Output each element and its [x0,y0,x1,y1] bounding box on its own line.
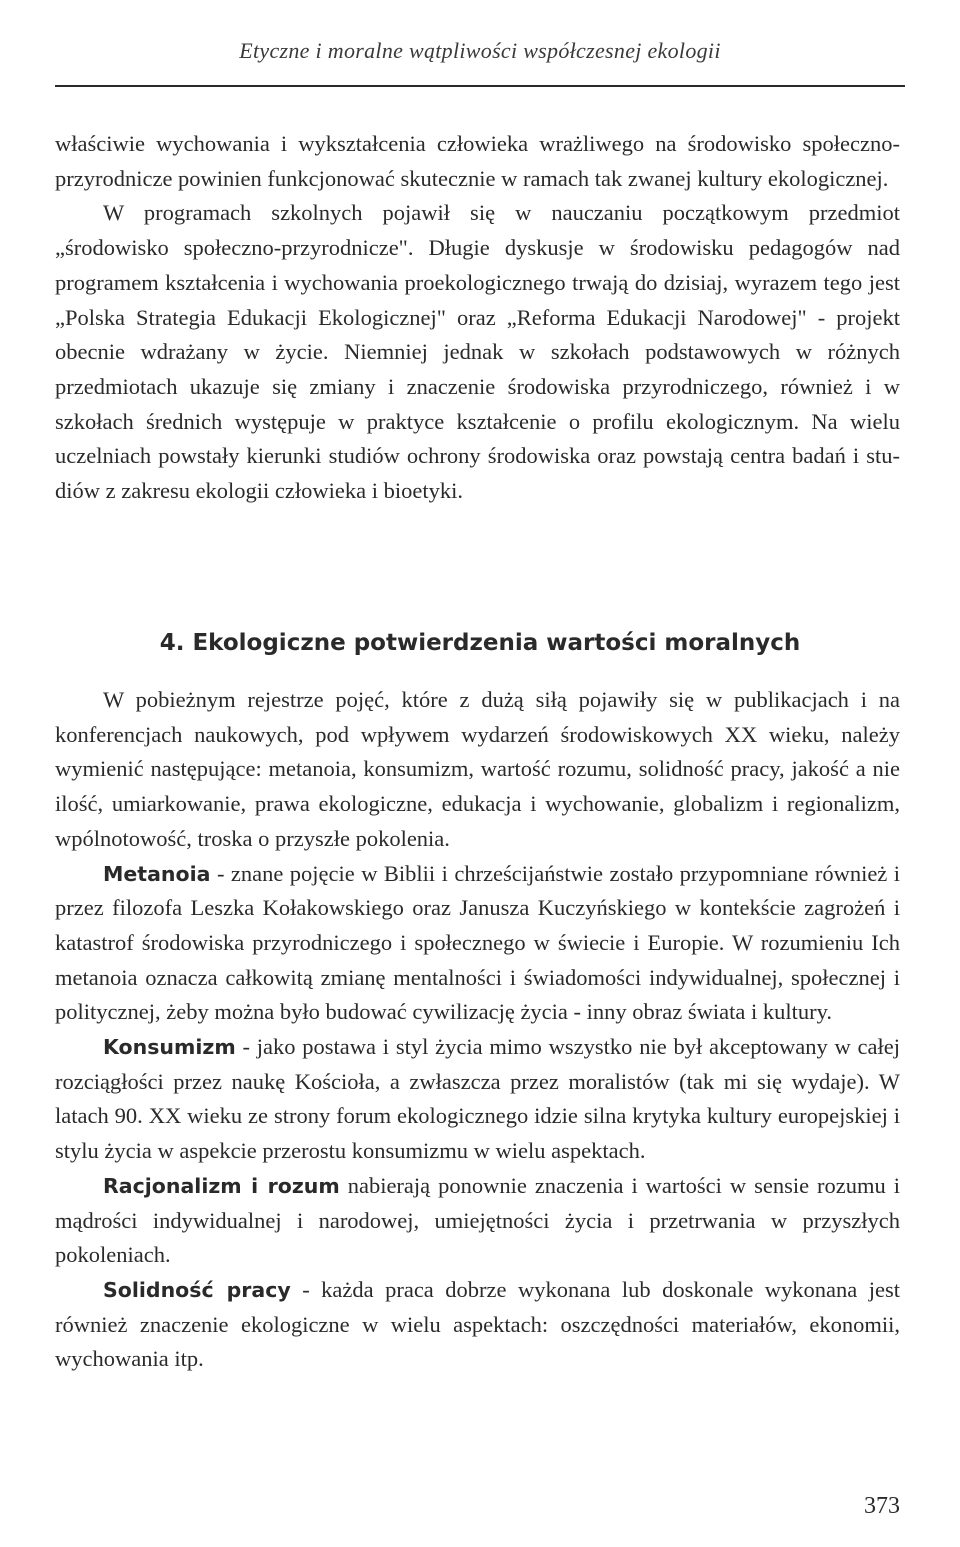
section-heading: 4. Ekologiczne potwierdzenia wartości moralnych [159,630,801,656]
page-number: 373 [864,1493,900,1519]
entry-term: Racjonalizm i rozum [103,1173,340,1198]
entry-konsumizm [55,1030,900,1169]
entry-text: nabierają ponownie znaczenia i wartości w sensie rozumu i mądrości indywidualnej i narodowej, umiejętności życia i przetrwania w przyszłych pokoleniach. [55,1172,900,1268]
continuation-text [55,127,900,509]
header-rule [55,85,905,87]
entry-racjonalizm [55,1169,900,1273]
entry-term: Konsumizm [103,1035,236,1060]
paragraph-school-programs: W programach szkolnych pojawił się w nauczaniu początkowym przedmiot „środowisko społeczno-przyrodnicze". Długie dyskusje w środowisku pedagogów nad programem kształcenia i wychowania proekologicznego trwają do dzisiaj, wyrazem tego jest „Polska Strategia Edukacji Ekologicznej" oraz „Reforma Edukacji Narodowej" - projekt obecnie wdrażany w życie. Niemniej jednak w szkołach podstawowych w różnych przedmiotach ukazuje się zmiany i znaczenie środowiska przyrodniczego, również i w szkołach średnich występuje w praktyce kształcenie o profilu ekologicznym. Na wielu uczelniach powstały kierunki studiów ochrony środowiska oraz powstają centra badań i studiów z zakresu ekologii człowieka i bioetyki. [55,200,900,504]
entry-text: - każda praca dobrze wykonana lub doskonale wykonana jest również znaczenie ekologiczne w wielu aspektach: oszczędności materiałów, ekonomii, wychowania itp. [55,1276,900,1372]
entry-term: Solidność pracy [103,1277,291,1302]
paragraph-continued: właściwie wychowania i wykształcenia człowieka wrażliwego na środowisko społeczno-przyrodnicze powinien funkcjonować skutecznie w ramach tak zwanej kultury ekologicznej. [55,131,900,191]
section-body [55,683,900,1377]
entry-text: - jako postawa i styl życia mimo wszystko nie był akceptowany w całej rozciągłości przez naukę Kościoła, a zwłaszcza przez moralistów (tak mi się wydaje). W latach 90. XX wieku ze strony forum ekologicznego idzie silna krytyka kultury europejskiej i stylu życia w aspekcie przerostu konsumizmu w wielu aspektach. [55,1034,900,1164]
running-header: Etyczne i moralne wątpliwości współczesnej ekologii [239,38,721,63]
entry-metanoia [55,857,900,1031]
section-intro-paragraph: W pobieżnym rejestrze pojęć, które z dużą siłą pojawiły się w publikacjach i na konferencjach naukowych, pod wpływem wydarzeń środowiskowych XX wieku, należy wymienić następujące: metanoia, konsumizm, wartość rozumu, solidność pracy, jakość a nie ilość, umiarkowanie, prawa ekologiczne, edukacja i wychowanie, globalizm i regionalizm, wpólnotowość, troska o przyszłe pokolenia. [55,687,900,851]
entry-solidnosc-pracy [55,1273,900,1377]
entry-term: Metanoia [103,861,211,886]
entry-text: - znane pojęcie w Biblii i chrześcijaństwie zostało przypomniane również i przez filozofa Leszka Kołakowskiego oraz Janusza Kuczyńskiego w kontekście zagrożeń i katastrof środowiska przyrodniczego i społecznego w świecie i Europie. W rozumieniu Ich metanoia oznacza całkowitą zmianę mentalności i świadomości indywidualnej, społecznej i politycznej, żeby można było budować cywilizację życia - inny obraz świata i kultury. [55,860,900,1025]
